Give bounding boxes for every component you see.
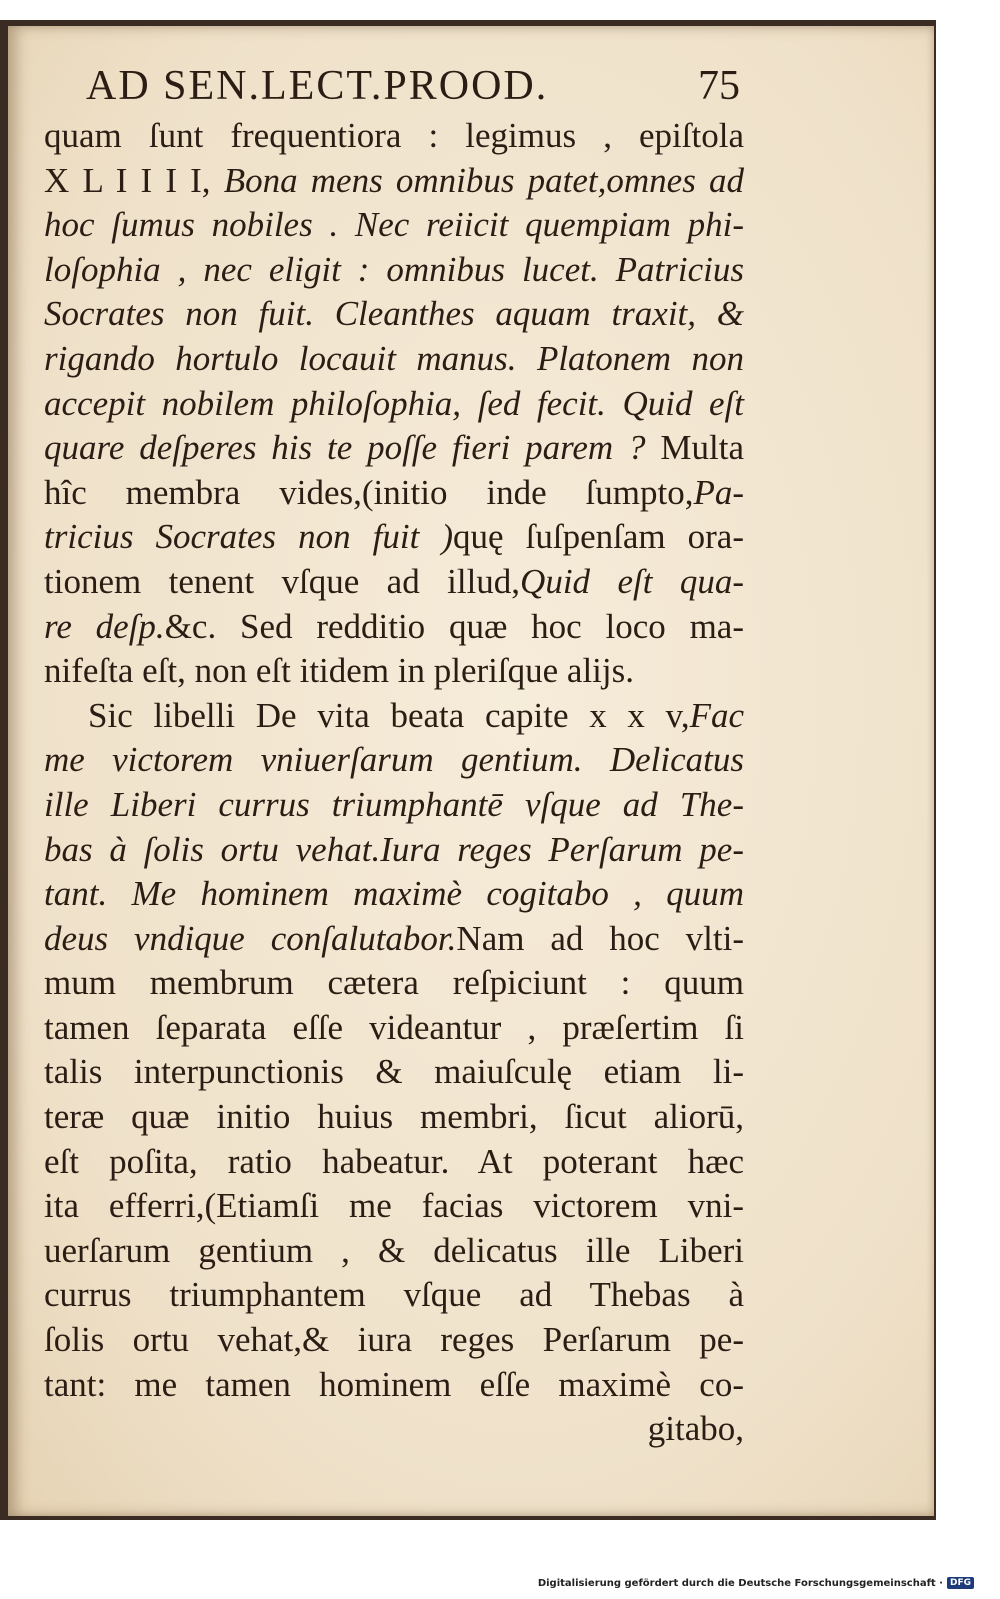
italic-segment: Fac xyxy=(689,695,744,735)
text-line xyxy=(44,961,744,1006)
roman-segment: uerſarum gentium , & delicatus ille Liberi xyxy=(44,1230,744,1270)
text-line xyxy=(44,1050,744,1095)
roman-segment: Sic libelli De vita beata capite x x v, xyxy=(88,695,690,735)
roman-segment: eſt poſita, ratio habeatur. At poterant hæc xyxy=(44,1141,744,1181)
text-line xyxy=(44,872,744,917)
italic-segment: Bona mens omnibus patet,omnes ad xyxy=(223,160,744,200)
italic-segment: tant. Me hominem maximè cogitabo , quum xyxy=(44,874,744,914)
roman-segment: &c. Sed redditio quæ hoc loco ma- xyxy=(164,606,744,646)
roman-segment: currus triumphantem vſque ad Thebas à xyxy=(44,1275,744,1315)
italic-segment: rigando hortulo locauit manus. Platonem non xyxy=(44,338,744,378)
text-line xyxy=(44,1184,744,1229)
roman-segment: Nam ad hoc vlti- xyxy=(456,918,744,958)
italic-segment: accepit nobilem philoſophia, ſed fecit. Quid eſt xyxy=(44,383,744,423)
text-line xyxy=(44,159,744,204)
italic-segment: loſophia , nec eligit : omnibus lucet. Patricius xyxy=(44,249,744,289)
text-line xyxy=(44,560,744,605)
roman-segment: quę ſuſpenſam ora- xyxy=(453,517,744,557)
roman-segment: talis interpunctionis & maiuſculę etiam li- xyxy=(44,1052,744,1092)
credit-text: Digitalisierung gefördert durch die Deutsche Forschungsgemeinschaft · xyxy=(537,1577,943,1589)
italic-segment: hoc ſumus nobiles . Nec reiicit quempiam phi- xyxy=(44,205,744,245)
roman-segment: ſolis ortu vehat,& iura reges Perſarum pe- xyxy=(44,1320,744,1360)
dfg-logo-icon: DFG xyxy=(947,1577,974,1589)
page-number: 75 xyxy=(698,63,740,109)
text-line xyxy=(44,114,744,159)
italic-segment: tricius Socrates non fuit ) xyxy=(44,517,454,557)
roman-segment: mum membrum cætera reſpiciunt : quum xyxy=(44,963,744,1003)
italic-segment: bas à ſolis ortu vehat.Iura reges Perſarum pe- xyxy=(44,829,744,869)
italic-segment: Pa- xyxy=(693,472,744,512)
text-line xyxy=(44,515,744,560)
italic-segment: Socrates non fuit. Cleanthes aquam traxit, & xyxy=(44,294,744,334)
text-line xyxy=(44,917,744,962)
roman-segment: teræ quæ initio huius membri, ſicut aliorū, xyxy=(44,1097,744,1137)
text-line xyxy=(44,1407,744,1452)
text-line xyxy=(44,828,744,873)
digitization-credit xyxy=(538,1577,974,1589)
roman-segment: tant: me tamen hominem eſſe maximè co- xyxy=(44,1364,744,1404)
page-header xyxy=(8,56,934,116)
roman-segment: Multa xyxy=(660,428,744,468)
roman-segment: nifeſta eſt, non eſt itidem in pleriſque alijs. xyxy=(44,651,634,691)
text-line xyxy=(44,1140,744,1185)
roman-segment: tamen ſeparata eſſe videantur , præſertim ſi xyxy=(44,1007,744,1047)
text-line xyxy=(44,738,744,783)
italic-segment: me victorem vniuerſarum gentium. Delicatus xyxy=(44,740,744,780)
text-line xyxy=(44,783,744,828)
text-line xyxy=(44,605,744,650)
text-line xyxy=(44,1363,744,1408)
text-line xyxy=(44,1229,744,1274)
roman-segment: ita efferri,(Etiamſi me facias victorem vni- xyxy=(44,1186,744,1226)
roman-segment: hîc membra vides,(initio inde ſumpto, xyxy=(44,472,694,512)
roman-segment: quam ſunt frequentiora : legimus , epiſtola xyxy=(44,116,744,155)
text-line xyxy=(44,694,744,739)
running-head: AD SEN.LECT.PROOD. xyxy=(86,63,549,109)
text-line xyxy=(44,1095,744,1140)
text-line xyxy=(44,337,744,382)
book-page xyxy=(8,26,934,1516)
text-line xyxy=(44,248,744,293)
text-line xyxy=(44,649,744,694)
text-line xyxy=(44,292,744,337)
roman-segment: gitabo, xyxy=(647,1409,744,1449)
text-line xyxy=(44,203,744,248)
roman-segment: tionem tenent vſque ad illud, xyxy=(44,561,521,601)
text-line xyxy=(44,382,744,427)
text-line xyxy=(44,471,744,516)
italic-segment: deus vndique conſalutabor. xyxy=(44,918,457,958)
roman-segment: X L I I I I, xyxy=(44,160,224,200)
text-line xyxy=(44,426,744,471)
body-text xyxy=(44,114,744,1452)
text-line xyxy=(44,1273,744,1318)
text-line xyxy=(44,1006,744,1051)
italic-segment: ille Liberi currus triumphantē vſque ad The- xyxy=(44,784,744,824)
italic-segment: quare deſperes his te poſſe fieri parem ? xyxy=(44,428,661,468)
italic-segment: re deſp. xyxy=(44,606,165,646)
italic-segment: Quid eſt qua- xyxy=(520,561,744,601)
text-line xyxy=(44,1318,744,1363)
